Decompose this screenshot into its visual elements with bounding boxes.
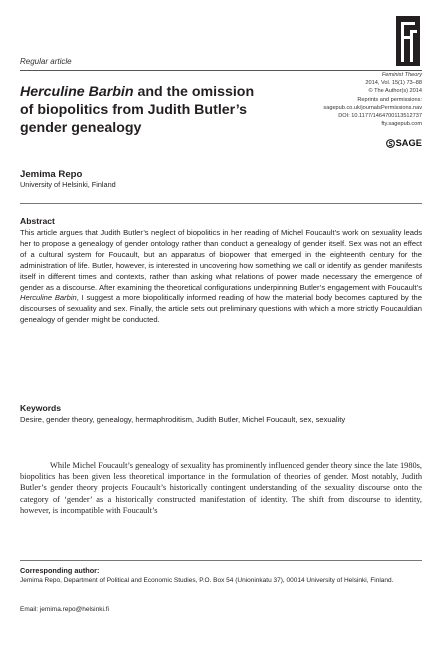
title-rest: and the omission of biopolitics from Judith Butler’s gender genealogy	[20, 84, 255, 136]
journal-metadata	[262, 71, 422, 128]
journal-doi[interactable]: DOI: 10.1177/1464700113512737	[338, 113, 422, 120]
sage-mark-icon	[386, 139, 395, 148]
author-name: Jemima Repo	[20, 169, 83, 180]
journal-site-link[interactable]: fty.sagepub.com	[381, 121, 422, 128]
article-title	[20, 83, 270, 137]
abstract-heading: Abstract	[20, 216, 55, 226]
abstract-italic-title: Herculine Barbin	[20, 293, 77, 303]
abstract-text	[20, 228, 422, 326]
publisher-logo-text: SAGE	[395, 138, 422, 148]
corresponding-author-heading: Corresponding author:	[20, 566, 100, 575]
body-paragraph: While Michel Foucault’s genealogy of sexuality has prominently influenced gender theory since the late 1980s, biopolitics has been given less theoretical importance in the formulation of theories of gender. Most notably, Judith Butler’s gender theory projects Foucault’s historically contingent understanding of the sexuality discourse onto the category of ‘gender’ as a historically constructed manifestation of identity. The shift from discourse to identity, however, is incompatible with Foucault’s	[20, 461, 422, 515]
journal-logo-icon	[396, 16, 420, 66]
journal-reprints: Reprints and permissions:	[357, 96, 422, 103]
publisher-logo	[386, 138, 422, 148]
title-italic-part: Herculine Barbin	[20, 84, 134, 100]
journal-copyright: © The Author(s) 2014	[368, 88, 422, 95]
abstract-part-1: This article argues that Judith Butler’s neglect of biopolitics in her reading of Michel Foucault’s work on sexuality leads her to propose a genealogy of gender ontology rather than conduct a genealogy of gender itself. Sex was not an effect of a cultural system for Foucault, but an apparatus of biopower that emerged in the eighteenth century for the administration of life. Butler, however, is interested in uncovering how something we call or identify as gender manifests itself in different times and contexts, rather than asking what relations of power made necessary the emergence of gender as a discourse. After examining the theoretical configurations underpinning Butler’s engagement with Foucault’s	[20, 228, 422, 292]
footer-divider	[20, 560, 422, 561]
abstract-divider	[20, 203, 422, 204]
corresponding-author-address: Jemima Repo, Department of Political and Economic Studies, P.O. Box 54 (Unioninkatu 37), 00014 University of Helsinki, Finland.	[20, 577, 394, 584]
journal-citation: 2014, Vol. 15(1) 73–88	[365, 80, 422, 87]
keywords-heading: Keywords	[20, 403, 62, 413]
journal-permissions-link[interactable]: sagepub.co.uk/journalsPermissions.nav	[323, 104, 422, 111]
abstract-part-2: , I suggest a more biopolitically informed reading of how the material body becomes captured by the discourses of sexuality and sex. Finally, the article sets out preliminary questions with which a more strictly Foucauldian genealogy of gender might be conducted.	[20, 293, 423, 325]
keywords-text: Desire, gender theory, genealogy, hermaphroditism, Judith Butler, Michel Foucault, sex, sexuality	[20, 415, 346, 424]
corresponding-author-email[interactable]: Email: jemima.repo@helsinki.fi	[20, 606, 109, 613]
author-affiliation: University of Helsinki, Finland	[20, 180, 116, 189]
article-type-label: Regular article	[20, 57, 72, 66]
journal-name: Feminist Theory	[381, 72, 422, 78]
